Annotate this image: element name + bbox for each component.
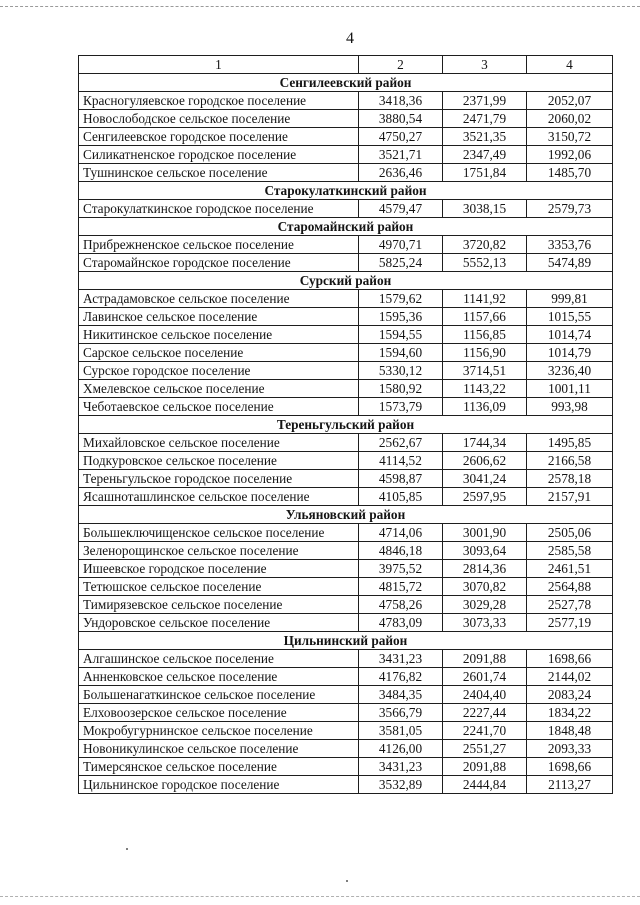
table-row [79,254,613,272]
district-row [79,74,613,92]
scan-top-edge [0,6,640,7]
value-col-3: 2091,88 [443,650,527,668]
value-col-2: 2636,46 [359,164,443,182]
value-col-3: 2606,62 [443,452,527,470]
column-header-3: 3 [443,56,527,74]
value-col-3: 3521,35 [443,128,527,146]
table-row [79,164,613,182]
settlement-name: Тимирязевское сельское поселение [79,596,359,614]
district-heading: Ульяновский район [79,506,613,524]
table-row [79,686,613,704]
value-col-3: 2347,49 [443,146,527,164]
table-row [79,596,613,614]
value-col-2: 4105,85 [359,488,443,506]
value-col-3: 3038,15 [443,200,527,218]
settlement-name: Старомайнское городское поселение [79,254,359,272]
value-col-2: 3566,79 [359,704,443,722]
value-col-3: 3073,33 [443,614,527,632]
table-row [79,488,613,506]
district-row [79,632,613,650]
value-col-4: 2577,19 [527,614,613,632]
value-col-2: 1579,62 [359,290,443,308]
table-row [79,740,613,758]
value-col-3: 2444,84 [443,776,527,794]
value-col-2: 3484,35 [359,686,443,704]
district-heading: Цильнинский район [79,632,613,650]
value-col-4: 1698,66 [527,758,613,776]
value-col-4: 2564,88 [527,578,613,596]
settlement-name: Мокробугурнинское сельское поселение [79,722,359,740]
table-row [79,776,613,794]
settlement-name: Цильнинское городское поселение [79,776,359,794]
table-row [79,200,613,218]
value-col-4: 2060,02 [527,110,613,128]
value-col-2: 3581,05 [359,722,443,740]
settlement-name: Тетюшское сельское поселение [79,578,359,596]
value-col-4: 2157,91 [527,488,613,506]
value-col-2: 2562,67 [359,434,443,452]
value-col-4: 2166,58 [527,452,613,470]
column-header-2: 2 [359,56,443,74]
value-col-4: 2579,73 [527,200,613,218]
value-col-2: 4846,18 [359,542,443,560]
settlement-name: Прибрежненское сельское поселение [79,236,359,254]
value-col-4: 2052,07 [527,92,613,110]
settlement-name: Сарское сельское поселение [79,344,359,362]
value-col-4: 1015,55 [527,308,613,326]
value-col-2: 4750,27 [359,128,443,146]
value-col-4: 5474,89 [527,254,613,272]
settlement-name: Красногуляевское городское поселение [79,92,359,110]
district-heading: Сенгилеевский район [79,74,613,92]
settlement-name: Новослободское сельское поселение [79,110,359,128]
value-col-2: 4176,82 [359,668,443,686]
table-row [79,398,613,416]
value-col-4: 1992,06 [527,146,613,164]
settlement-name: Михайловское сельское поселение [79,434,359,452]
value-col-4: 1848,48 [527,722,613,740]
table-row [79,146,613,164]
value-col-3: 2814,36 [443,560,527,578]
value-col-4: 1485,70 [527,164,613,182]
header-row [79,56,613,74]
value-col-4: 2527,78 [527,596,613,614]
value-col-4: 2578,18 [527,470,613,488]
value-col-2: 1580,92 [359,380,443,398]
table-row [79,578,613,596]
table-row [79,434,613,452]
value-col-3: 1136,09 [443,398,527,416]
table-row [79,560,613,578]
value-col-2: 3880,54 [359,110,443,128]
value-col-3: 3029,28 [443,596,527,614]
value-col-2: 4783,09 [359,614,443,632]
column-header-4: 4 [527,56,613,74]
table-row [79,470,613,488]
district-row [79,272,613,290]
value-col-3: 2371,99 [443,92,527,110]
settlement-name: Большенагаткинское сельское поселение [79,686,359,704]
value-col-2: 4970,71 [359,236,443,254]
value-col-2: 1573,79 [359,398,443,416]
value-col-4: 993,98 [527,398,613,416]
settlement-name: Ишеевское городское поселение [79,560,359,578]
value-col-3: 1744,34 [443,434,527,452]
value-col-2: 1594,60 [359,344,443,362]
settlement-name: Зеленорощинское сельское поселение [79,542,359,560]
value-col-2: 1595,36 [359,308,443,326]
table-row [79,308,613,326]
table-row [79,290,613,308]
value-col-4: 1834,22 [527,704,613,722]
value-col-3: 3001,90 [443,524,527,542]
table-row [79,236,613,254]
value-col-3: 3714,51 [443,362,527,380]
value-col-3: 2091,88 [443,758,527,776]
value-col-3: 3070,82 [443,578,527,596]
settlement-name: Хмелевское сельское поселение [79,380,359,398]
value-col-2: 4114,52 [359,452,443,470]
settlement-name: Подкуровское сельское поселение [79,452,359,470]
table-row [79,110,613,128]
value-col-3: 2404,40 [443,686,527,704]
settlement-name: Сенгилеевское городское поселение [79,128,359,146]
district-heading: Тереньгульский район [79,416,613,434]
value-col-3: 5552,13 [443,254,527,272]
value-col-4: 2144,02 [527,668,613,686]
settlement-name: Алгашинское сельское поселение [79,650,359,668]
settlement-name: Чеботаевское сельское поселение [79,398,359,416]
district-heading: Сурский район [79,272,613,290]
table-body [79,74,613,794]
value-col-2: 1594,55 [359,326,443,344]
settlement-name: Ундоровское сельское поселение [79,614,359,632]
value-col-2: 5330,12 [359,362,443,380]
settlement-name: Тереньгульское городское поселение [79,470,359,488]
value-col-3: 2241,70 [443,722,527,740]
page-number: 4 [346,30,354,47]
table-row [79,758,613,776]
table-row [79,524,613,542]
settlement-name: Анненковское сельское поселение [79,668,359,686]
settlement-name: Лавинское сельское поселение [79,308,359,326]
value-col-3: 2551,27 [443,740,527,758]
settlement-name: Сурское городское поселение [79,362,359,380]
value-col-2: 4815,72 [359,578,443,596]
table-row [79,722,613,740]
settlement-name: Елховоозерское сельское поселение [79,704,359,722]
value-col-4: 3353,76 [527,236,613,254]
value-col-3: 3720,82 [443,236,527,254]
value-col-2: 3521,71 [359,146,443,164]
value-col-4: 2505,06 [527,524,613,542]
scan-speck [126,848,128,850]
table-row [79,452,613,470]
value-col-3: 1157,66 [443,308,527,326]
value-col-4: 1495,85 [527,434,613,452]
value-col-3: 2601,74 [443,668,527,686]
value-col-2: 4598,87 [359,470,443,488]
value-col-4: 2585,58 [527,542,613,560]
value-col-2: 3418,36 [359,92,443,110]
value-col-2: 3975,52 [359,560,443,578]
table-row [79,704,613,722]
value-col-3: 3093,64 [443,542,527,560]
settlement-name: Большеключищенское сельское поселение [79,524,359,542]
settlement-name: Новоникулинское сельское поселение [79,740,359,758]
value-col-2: 5825,24 [359,254,443,272]
table-row [79,344,613,362]
value-col-3: 2227,44 [443,704,527,722]
settlement-name: Ясашноташлинское сельское поселение [79,488,359,506]
district-row [79,416,613,434]
value-col-4: 2461,51 [527,560,613,578]
value-col-4: 1001,11 [527,380,613,398]
value-col-2: 3532,89 [359,776,443,794]
scan-speck [346,880,348,882]
table-row [79,668,613,686]
column-header-1: 1 [79,56,359,74]
settlement-name: Силикатненское городское поселение [79,146,359,164]
table-row [79,128,613,146]
value-col-3: 1156,90 [443,344,527,362]
value-col-2: 4758,26 [359,596,443,614]
table-row [79,650,613,668]
value-col-4: 3236,40 [527,362,613,380]
table-row [79,92,613,110]
value-col-4: 1014,74 [527,326,613,344]
district-row [79,506,613,524]
district-heading: Старокулаткинский район [79,182,613,200]
settlement-name: Старокулаткинское городское поселение [79,200,359,218]
district-row [79,182,613,200]
value-col-2: 4579,47 [359,200,443,218]
settlement-name: Астрадамовское сельское поселение [79,290,359,308]
table-row [79,542,613,560]
district-row [79,218,613,236]
district-heading: Старомайнский район [79,218,613,236]
settlement-name: Никитинское сельское поселение [79,326,359,344]
scan-bottom-edge [0,896,640,897]
value-col-3: 3041,24 [443,470,527,488]
value-col-3: 2471,79 [443,110,527,128]
value-col-2: 3431,23 [359,758,443,776]
settlement-name: Тимерсянское сельское поселение [79,758,359,776]
value-col-4: 1014,79 [527,344,613,362]
value-col-4: 999,81 [527,290,613,308]
value-col-2: 3431,23 [359,650,443,668]
value-col-4: 2113,27 [527,776,613,794]
settlement-name: Тушнинское сельское поселение [79,164,359,182]
table-row [79,326,613,344]
table-row [79,614,613,632]
value-col-4: 1698,66 [527,650,613,668]
budget-table [78,55,613,794]
value-col-3: 1141,92 [443,290,527,308]
table-row [79,380,613,398]
value-col-3: 1751,84 [443,164,527,182]
value-col-2: 4714,06 [359,524,443,542]
value-col-4: 2093,33 [527,740,613,758]
table-row [79,362,613,380]
value-col-3: 1156,85 [443,326,527,344]
value-col-3: 1143,22 [443,380,527,398]
value-col-4: 3150,72 [527,128,613,146]
value-col-2: 4126,00 [359,740,443,758]
value-col-3: 2597,95 [443,488,527,506]
value-col-4: 2083,24 [527,686,613,704]
